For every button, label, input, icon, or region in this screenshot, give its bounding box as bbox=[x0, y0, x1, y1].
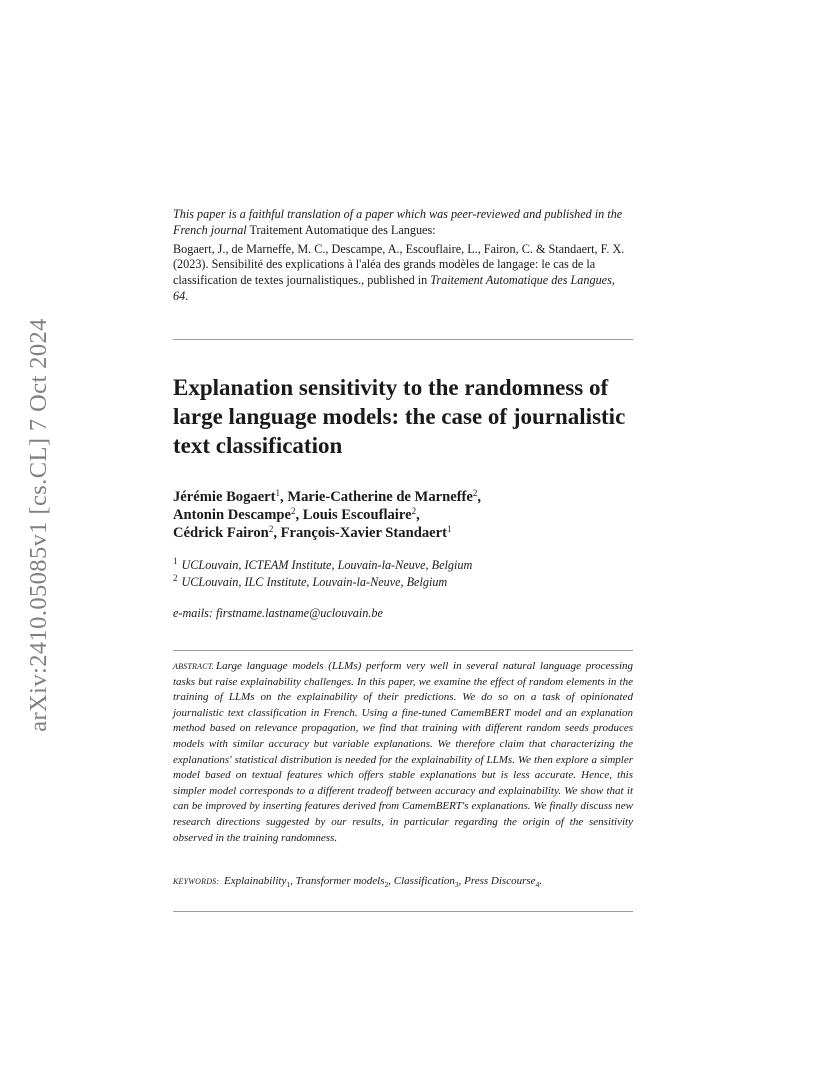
affiliation-item: $^1$ UCLouvain, ICTEAM Institute, Louvain-la-Neuve, Belgium bbox=[173, 556, 473, 572]
author-name: Cédrick Fairon bbox=[173, 525, 269, 541]
original-citation: Bogaert, J., de Marneffe, M. C., Descampe, A., Escouflaire, L., Fairon, C. & Standaert, F. X. (2023). Sensibilité des explications à l'aléa des grands modèles de langage: le cas de la classification de textes journalistiques., published in Traitement Automatique des Langues, 64. bbox=[173, 241, 625, 303]
author-line: Antonin Descampe$^2$, Louis Escouflaire$^2$, bbox=[173, 506, 420, 523]
keyword: Press Discourse bbox=[464, 875, 536, 887]
author-affiliation-mark: 2 bbox=[411, 506, 417, 516]
affiliations bbox=[173, 557, 633, 591]
divider-abstract-bottom bbox=[173, 911, 633, 912]
author-name: Jérémie Bogaert bbox=[173, 489, 276, 505]
author-name: Marie-Catherine de Marneffe bbox=[287, 489, 473, 505]
contact-emails: e-mails: firstname.lastname@uclouvain.be bbox=[173, 606, 383, 620]
author-affiliation-mark: 2 bbox=[290, 506, 296, 516]
translation-note bbox=[173, 207, 633, 305]
divider-abstract-top bbox=[173, 650, 633, 651]
keyword: Transformer models bbox=[295, 875, 385, 887]
author-name: François-Xavier Standaert bbox=[280, 525, 447, 541]
keyword: Explainability bbox=[224, 875, 287, 887]
arxiv-sidebar bbox=[24, 296, 54, 754]
keywords: KEYWORDS: Explainability$_1$, Transformer models$_2$, Classification$_3$, Press Discourse$_4$. bbox=[173, 875, 543, 890]
author-affiliation-mark: 1 bbox=[446, 524, 452, 534]
author-line: Cédrick Fairon$^2$, François-Xavier Standaert$^1$ bbox=[173, 524, 452, 541]
keyword: Classification bbox=[393, 875, 455, 887]
author-name: Antonin Descampe bbox=[173, 507, 291, 523]
translation-note-intro: This paper is a faithful translation of a paper which was peer-reviewed and published in the French journal Traitement Automatique des Langues: bbox=[173, 207, 623, 237]
divider-top bbox=[173, 339, 633, 340]
author-affiliation-mark: 1 bbox=[275, 488, 281, 498]
abstract bbox=[173, 659, 633, 846]
abstract-text: Large language models (LLMs) perform very well in several natural language processing tasks but raise explainability challenges. In this paper, we examine the effect of random elements in the training of LLMs on the explainability of their predictions. We do so on a task of opinionated journalistic text classification in French. Using a fine-tuned CamemBERT model and an explanation method based on relevance propagation, we find that training with different random seeds produces models with similar accuracy but variable explanations. We therefore claim that characterizing the explanations' statistical distribution is needed for the explainability of LLMs. We then explore a simpler model based on textual features which offers stable explanations but is less accurate. Hence, this simpler model corresponds to a different tradeoff between accuracy and explainability. We show that it can be improved by inserting features derived from CamemBERT's explanations. We finally discuss new research directions suggested by our results, in particular regarding the origin of the sensitivity observed in the training randomness. bbox=[173, 660, 633, 844]
affiliation-item: $^2$ UCLouvain, ILC Institute, Louvain-la-Neuve, Belgium bbox=[173, 573, 448, 589]
paper-title: Explanation sensitivity to the randomness of large language models: the case of journalistic text classification bbox=[173, 375, 626, 458]
author-affiliation-mark: 2 bbox=[472, 488, 478, 498]
abstract-label: ABSTRACT. bbox=[173, 662, 214, 671]
arxiv-identifier: arXiv:2410.05085v1 [cs.CL] 7 Oct 2024 bbox=[25, 318, 52, 732]
keywords-label: KEYWORDS: bbox=[173, 877, 220, 886]
author-name: Louis Escouflaire bbox=[302, 507, 412, 523]
author-list bbox=[173, 488, 633, 542]
author-line: Jérémie Bogaert$^1$, Marie-Catherine de Marneffe$^2$, bbox=[173, 488, 482, 505]
author-affiliation-mark: 2 bbox=[268, 524, 274, 534]
